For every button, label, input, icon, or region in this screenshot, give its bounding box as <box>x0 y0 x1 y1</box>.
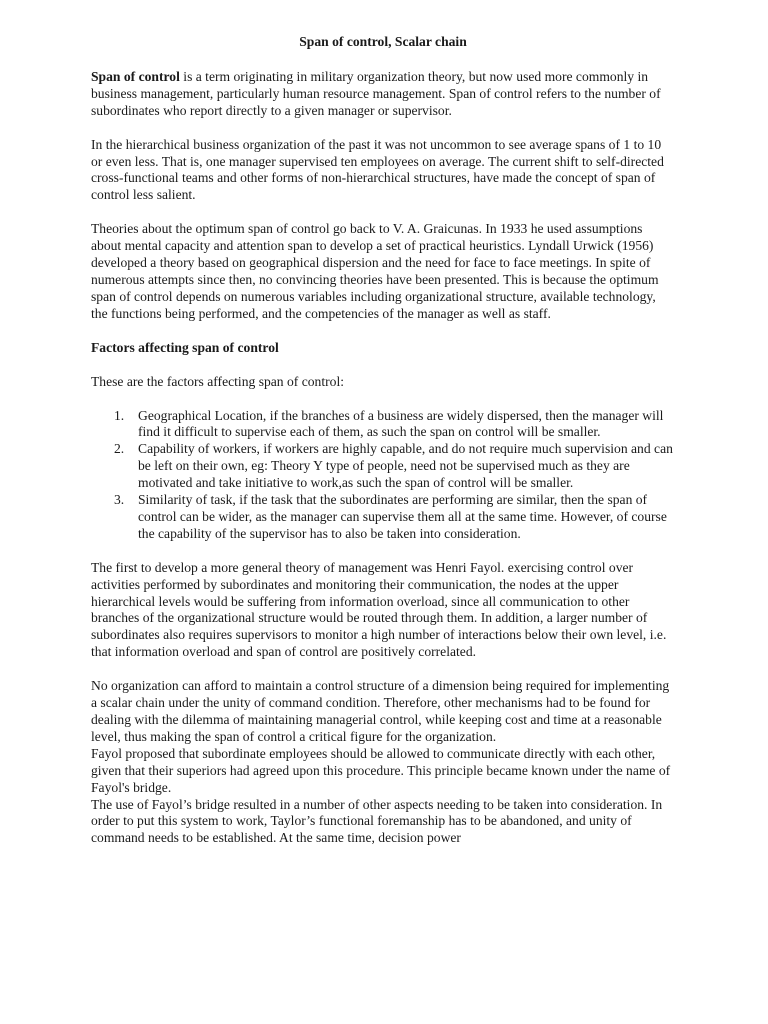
hierarchy-paragraph: In the hierarchical business organization of the past it was not uncommon to see average spans of 1 to 10 or even less. That is, one manager supervised ten employees on average. The current shift to self-directed cross-functional teams and other forms of non-hierarchical structures, have made the concept of span of control less salient. <box>91 136 664 203</box>
list-item <box>91 441 675 492</box>
fayol-paragraph: The first to develop a more general theory of management was Henri Fayol. exercising control over activities performed by subordinates and monitoring their communication, the nodes at the upper hierarchical levels would be suffering from information overload, since all communication to other branches of the organizational structure would be routed through them. In addition, a larger number of subordinates also requires supervisors to monitor a high number of interactions below their own level, i.e. that information overload and span of control are positively correlated. <box>91 559 667 660</box>
intro-text: is a term originating in military organization theory, but now used more commonly in business management, particularly human resource management. Span of control refers to the number of subordinates who report directly to a given manager or supervisor. <box>91 68 661 118</box>
list-item-text: Geographical Location, if the branches of a business are widely dispersed, then the manager will find it difficult to supervise each of them, as such the span on control will be smaller. <box>138 407 664 440</box>
list-item-number: 2. <box>114 441 125 457</box>
list-item <box>91 408 675 442</box>
list-item-number: 3. <box>114 492 125 508</box>
factors-intro: These are the factors affecting span of control: <box>91 373 345 389</box>
taylor-paragraph: The use of Fayol’s bridge resulted in a number of other aspects needing to be taken into consideration. In order to put this system to work, Taylor’s functional foremanship has to be abandoned, and unity of command needs to be established. At the same time, decision power <box>91 796 663 846</box>
list-item-number: 1. <box>114 407 125 423</box>
document-title: Span of control, Scalar chain <box>299 34 467 49</box>
intro-term: Span of control <box>91 68 180 84</box>
document-page <box>91 34 675 847</box>
factors-list <box>91 408 675 543</box>
list-item <box>91 492 675 543</box>
factors-heading: Factors affecting span of control <box>91 339 279 355</box>
fayol-bridge-paragraph: Fayol proposed that subordinate employees should be allowed to communicate directly with each other, given that their superiors had agreed upon this procedure. This principle became known under the name of Fayol's bridge. <box>91 745 671 795</box>
list-item-text: Similarity of task, if the task that the subordinates are performing are similar, then the span of control can be wider, as the manager can supervise them all at the same time. However, of course the capability of the supervisor has to also be taken into consideration. <box>138 492 667 541</box>
intro-paragraph <box>91 69 675 120</box>
list-item-text: Capability of workers, if workers are highly capable, and do not require much supervision and can be left on their own, eg: Theory Y type of people, need not be supervised much as they are motivated and take initiative to work,as such the span of control will be smaller. <box>138 441 673 491</box>
theories-paragraph: Theories about the optimum span of control go back to V. A. Graicunas. In 1933 he used assumptions about mental capacity and attention span to develop a set of practical heuristics. Lyndall Urwick (1956) developed a theory based on geographical dispersion and the need for face to face meetings. In spite of numerous attempts since then, no convincing theories have been presented. This is because the optimum span of control depends on numerous variables including organizational structure, available technology, the functions being performed, and the competencies of the manager as well as staff. <box>91 221 659 321</box>
scalar-chain-paragraph: No organization can afford to maintain a control structure of a dimension being required for implementing a scalar chain under the unity of command condition. Therefore, other mechanisms had to be found for dealing with the dilemma of maintaining managerial control, while keeping cost and time at a reasonable level, thus making the span of control a critical figure for the organization. <box>91 678 670 744</box>
